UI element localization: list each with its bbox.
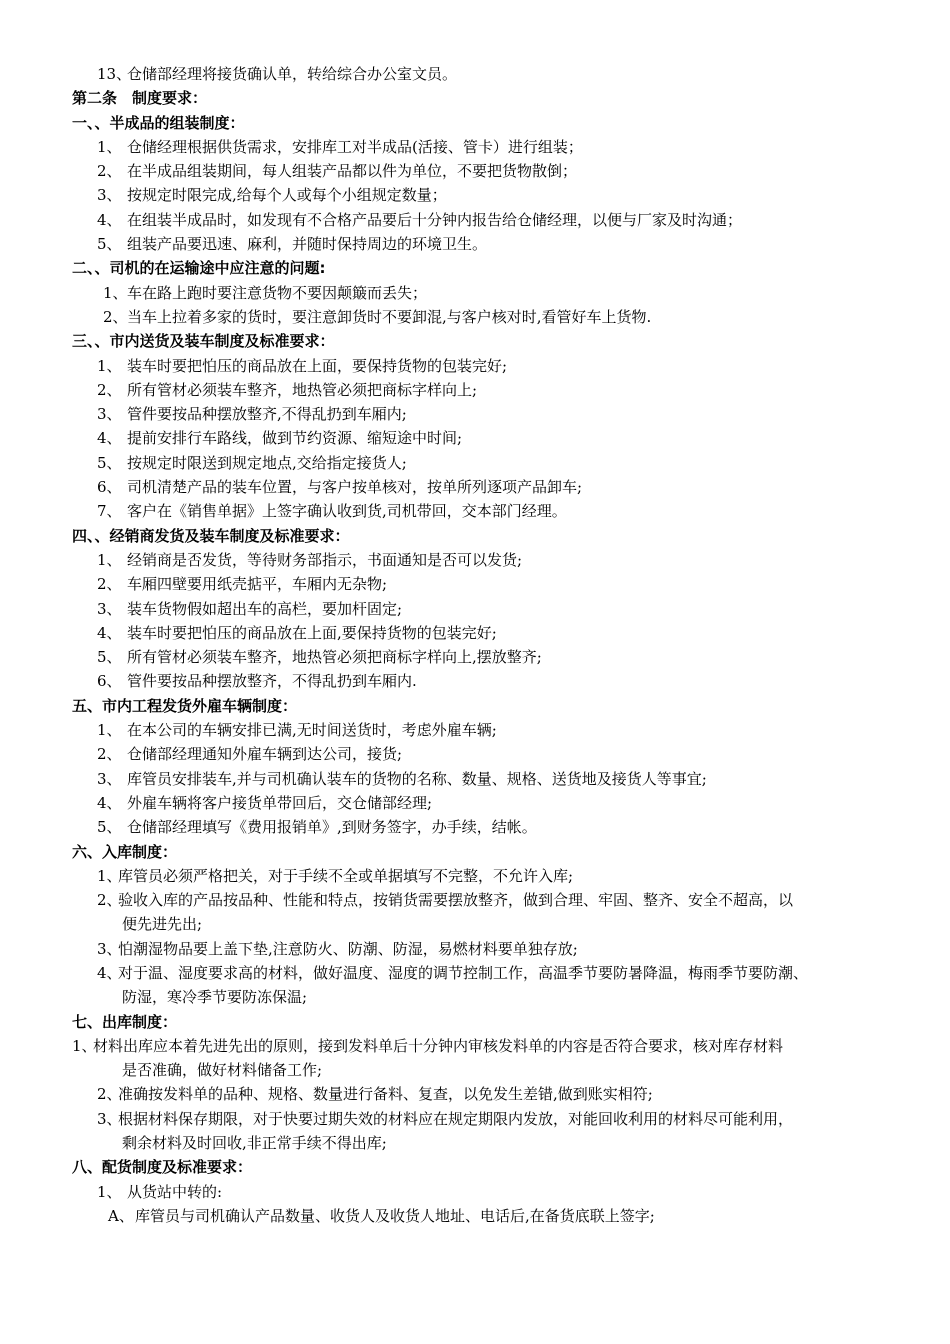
item-text: 库管员安排装车,并与司机确认装车的货物的名称、数量、规格、送货地及接货人等事宜; (127, 769, 707, 788)
list-item (0, 402, 950, 426)
list-item (0, 281, 950, 305)
item-text: 所有管材必须装车整齐，地热管必须把商标字样向上; (127, 380, 478, 399)
list-item (0, 669, 950, 693)
list-item (0, 1131, 950, 1155)
heading-text: 一、、半成品的组装制度： (72, 113, 245, 132)
section-heading (0, 694, 950, 718)
heading-text: 四、、经销商发货及装车制度及标准要求： (72, 526, 350, 545)
item-number: 4、 (97, 623, 122, 642)
item-number: 4、 (97, 793, 122, 812)
item-number: 2、 (97, 891, 122, 910)
list-item (0, 1180, 950, 1204)
item-text: 经销商是否发货，等待财务部指示，书面通知是否可以发货; (127, 550, 523, 569)
item-text: 管件要按品种摆放整齐，不得乱扔到车厢内. (127, 672, 417, 691)
list-item (0, 864, 950, 888)
item-text: 在本公司的车辆安排已满,无时间送货时，考虑外雇车辆; (127, 721, 497, 740)
item-text: 仓储部经理填写《费用报销单》,到财务签字，办手续，结帐。 (127, 818, 537, 837)
item-text: 在半成品组装期间，每人组装产品都以件为单位，不要把货物散倒； (127, 162, 578, 181)
list-item (0, 961, 950, 985)
item-text: 防湿，寒冷季节要防冻保温; (122, 988, 308, 1007)
item-text: 准确按发料单的品种、规格、数量进行备料、复查，以免发生差错,做到账实相符; (118, 1085, 653, 1104)
item-text: 对于温、湿度要求高的材料，做好温度、湿度的调节控制工作，高温季节要防暑降温，梅雨季节要防潮、 (118, 963, 809, 982)
list-item (0, 183, 950, 207)
list-item (0, 1034, 950, 1058)
item-text: 怕潮湿物品要上盖下垫,注意防火、防潮、防湿，易燃材料要单独存放; (118, 939, 578, 958)
item-text: 装车货物假如超出车的高栏，要加杆固定; (127, 599, 403, 618)
list-item (0, 451, 950, 475)
list-item (0, 1204, 950, 1228)
heading-text: 第二条 制度要求： (72, 89, 208, 108)
heading-text: 二、、司机的在运输途中应注意的问题: (72, 259, 326, 278)
item-number: 5、 (97, 648, 122, 667)
list-item (0, 548, 950, 572)
item-number: 2、 (97, 1085, 122, 1104)
item-number: 1、 (97, 356, 122, 375)
item-text: 当车上拉着多家的货时，要注意卸货时不要卸混,与客户核对时,看管好车上货物. (127, 307, 652, 326)
list-item (0, 1107, 950, 1131)
list-item (0, 985, 950, 1009)
list-item (0, 62, 950, 86)
item-number: 1、 (97, 137, 122, 156)
list-item (0, 621, 950, 645)
list-item (0, 426, 950, 450)
item-number: 5、 (97, 818, 122, 837)
item-text: 便先进先出; (122, 915, 203, 934)
list-item (0, 572, 950, 596)
item-text: 司机清楚产品的装车位置，与客户按单核对，按单所列逐项产品卸车; (127, 478, 583, 497)
section-heading (0, 1155, 950, 1179)
item-number: 5、 (97, 235, 122, 254)
heading-text: 五、市内工程发货外雇车辆制度： (72, 696, 298, 715)
item-number: 5、 (97, 453, 122, 472)
list-item (0, 742, 950, 766)
list-item (0, 378, 950, 402)
list-item (0, 912, 950, 936)
item-number: 2、 (103, 307, 128, 326)
section-heading (0, 86, 950, 110)
list-item (0, 937, 950, 961)
item-number: 4、 (97, 963, 122, 982)
item-number: 3、 (97, 939, 122, 958)
item-text: 所有管材必须装车整齐，地热管必须把商标字样向上,摆放整齐; (127, 648, 542, 667)
item-number: A、 (108, 1206, 134, 1225)
item-text: 验收入库的产品按品种、性能和特点，按销货需要摆放整齐，做到合理、牢固、整齐、安全不超高，以 (118, 891, 794, 910)
item-text: 提前安排行车路线，做到节约资源、缩短途中时间; (127, 429, 463, 448)
section-heading (0, 256, 950, 280)
item-text: 车在路上跑时要注意货物不要因颠簸而丢失； (127, 283, 428, 302)
list-item (0, 305, 950, 329)
item-number: 1、 (97, 721, 122, 740)
item-text: 组装产品要迅速、麻利，并随时保持周边的环境卫生。 (127, 235, 488, 254)
list-item (0, 791, 950, 815)
item-text: 材料出库应本着先进先出的原则，接到发料单后十分钟内审核发料单的内容是否符合要求，核对库存材料 (93, 1036, 784, 1055)
list-item (0, 475, 950, 499)
item-text: 管件要按品种摆放整齐,不得乱扔到车厢内; (127, 405, 407, 424)
list-item (0, 354, 950, 378)
document-page (0, 62, 950, 1228)
heading-text: 七、出库制度： (72, 1012, 178, 1031)
list-item (0, 159, 950, 183)
item-number: 3、 (97, 599, 122, 618)
item-text: 装车时要把怕压的商品放在上面，要保持货物的包装完好; (127, 356, 508, 375)
heading-text: 六、入库制度： (72, 842, 178, 861)
item-text: 库管员与司机确认产品数量、收货人及收货人地址、电话后,在备货底联上签字; (135, 1206, 655, 1225)
section-heading (0, 329, 950, 353)
list-item (0, 645, 950, 669)
item-number: 3、 (97, 1109, 122, 1128)
item-number: 1、 (97, 1182, 122, 1201)
item-text: 从货站中转的: (127, 1182, 223, 1201)
section-heading (0, 524, 950, 548)
item-text: 在组装半成品时，如发现有不合格产品要后十分钟内报告给仓储经理，以便与厂家及时沟通； (127, 210, 743, 229)
item-text: 车厢四壁要用纸壳掂平，车厢内无杂物; (127, 575, 388, 594)
list-item (0, 208, 950, 232)
item-text: 库管员必须严格把关，对于手续不全或单据填写不完整，不允许入库; (118, 866, 574, 885)
item-number: 2、 (97, 162, 122, 181)
list-item (0, 135, 950, 159)
item-number: 6、 (97, 478, 122, 497)
item-number: 6、 (97, 672, 122, 691)
item-number: 4、 (97, 429, 122, 448)
list-item (0, 718, 950, 742)
section-heading (0, 840, 950, 864)
item-text: 装车时要把怕压的商品放在上面,要保持货物的包装完好; (127, 623, 497, 642)
document-body (0, 62, 950, 1228)
item-text: 剩余材料及时回收,非正常手续不得出库; (122, 1134, 387, 1153)
list-item (0, 888, 950, 912)
item-text: 是否准确，做好材料储备工作; (122, 1061, 323, 1080)
item-number: 1、 (103, 283, 128, 302)
item-number: 2、 (97, 380, 122, 399)
item-number: 3、 (97, 769, 122, 788)
item-text: 仓储部经理将接货确认单，转给综合办公室文员。 (127, 65, 458, 83)
section-heading (0, 1010, 950, 1034)
list-item (0, 597, 950, 621)
item-number: 1、 (97, 550, 122, 569)
item-text: 客户在《销售单据》上签字确认收到货,司机带回，交本部门经理。 (127, 502, 567, 521)
list-item (0, 815, 950, 839)
item-number: 3、 (97, 186, 122, 205)
item-text: 仓储经理根据供货需求，安排库工对半成品(活接、管卡）进行组装； (127, 137, 583, 156)
item-number: 13、 (97, 65, 132, 83)
item-number: 7、 (97, 502, 122, 521)
item-number: 2、 (97, 745, 122, 764)
list-item (0, 232, 950, 256)
item-number: 1、 (72, 1036, 97, 1055)
item-number: 3、 (97, 405, 122, 424)
list-item (0, 767, 950, 791)
item-text: 按规定时限送到规定地点,交给指定接货人; (127, 453, 407, 472)
list-item (0, 499, 950, 523)
list-item (0, 1082, 950, 1106)
section-heading (0, 111, 950, 135)
item-number: 2、 (97, 575, 122, 594)
list-item (0, 1058, 950, 1082)
item-text: 根据材料保存期限，对于快要过期失效的材料应在规定期限内发放，对能回收利用的材料尽可能利用， (118, 1109, 794, 1128)
heading-text: 三、、市内送货及装车制度及标准要求： (72, 332, 335, 351)
heading-text: 八、配货制度及标准要求： (72, 1158, 253, 1177)
item-number: 4、 (97, 210, 122, 229)
item-text: 按规定时限完成,给每个人或每个小组规定数量； (127, 186, 447, 205)
item-text: 仓储部经理通知外雇车辆到达公司，接货; (127, 745, 403, 764)
item-number: 1、 (97, 866, 122, 885)
item-text: 外雇车辆将客户接货单带回后，交仓储部经理; (127, 793, 433, 812)
